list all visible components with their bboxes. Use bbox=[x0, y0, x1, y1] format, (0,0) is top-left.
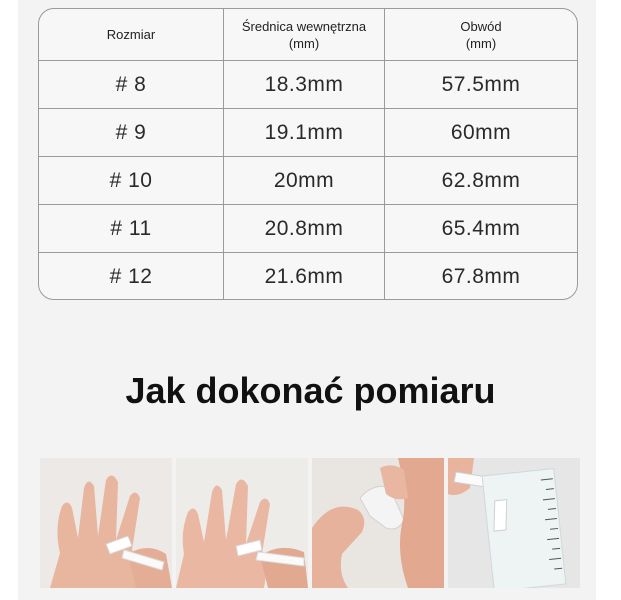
cell-diameter: 21.6mm bbox=[224, 253, 385, 300]
fingers-marking-strip-image bbox=[312, 458, 444, 588]
cell-size: # 10 bbox=[39, 157, 224, 204]
ruler-measurement-photo bbox=[448, 458, 580, 588]
cell-circumference: 57.5mm bbox=[441, 72, 521, 96]
cell-circumference: 65.4mm bbox=[441, 216, 521, 240]
hand-ring-sizer-tightened-photo bbox=[176, 458, 308, 588]
cell-circumference: 67.8mm bbox=[441, 265, 521, 288]
header-diameter-unit: (mm) bbox=[288, 35, 320, 51]
header-circumference bbox=[385, 9, 577, 60]
cell-size: # 8 bbox=[39, 61, 224, 108]
hand-ring-sizer-tightened-image bbox=[176, 458, 308, 588]
header-diameter-label: Średnica wewnętrzna bbox=[241, 18, 367, 34]
ruler-measurement-image bbox=[448, 458, 580, 588]
ring-size-table bbox=[38, 8, 578, 300]
cell-diameter: 20mm bbox=[224, 157, 385, 204]
section-title: Jak dokonać pomiaru bbox=[125, 370, 496, 411]
table-row bbox=[39, 109, 577, 157]
table-row bbox=[39, 253, 577, 300]
cell-size: # 9 bbox=[39, 109, 224, 156]
header-diameter bbox=[224, 9, 385, 60]
header-circumference-unit: (mm) bbox=[465, 35, 497, 51]
table-row bbox=[39, 205, 577, 253]
hand-ring-sizer-photo bbox=[40, 458, 172, 588]
fingers-marking-strip-photo bbox=[312, 458, 444, 588]
cell-diameter: 20.8mm bbox=[224, 205, 385, 252]
measurement-photos bbox=[40, 458, 580, 588]
hand-ring-sizer-image bbox=[40, 458, 172, 588]
header-circumference-label: Obwód bbox=[460, 18, 502, 34]
table-row bbox=[39, 157, 577, 205]
header-size: Rozmiar bbox=[39, 9, 224, 60]
cell-diameter: 19.1mm bbox=[224, 109, 385, 156]
cell-diameter: 18.3mm bbox=[224, 61, 385, 108]
cell-circumference: 62.8mm bbox=[441, 168, 521, 192]
table-row bbox=[39, 61, 577, 109]
cell-size: # 12 bbox=[39, 253, 224, 300]
cell-circumference: 60mm bbox=[450, 120, 512, 144]
cell-size: # 11 bbox=[39, 205, 224, 252]
table-header-row bbox=[39, 9, 577, 61]
